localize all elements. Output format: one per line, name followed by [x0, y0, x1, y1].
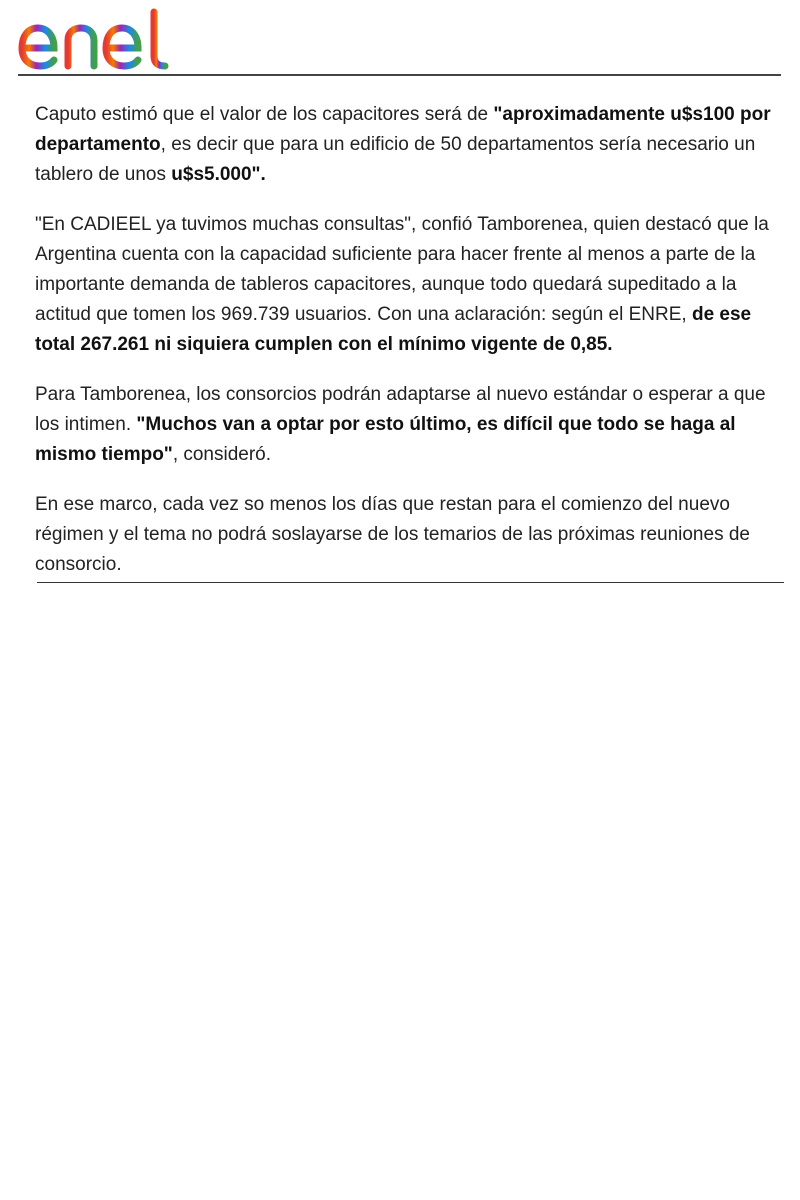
paragraph-text: "En CADIEEL ya tuvimos muchas consultas", confió Tamborenea, quien destacó que la Argentina cuenta con la capacidad suficiente para hacer frente al menos a parte de la importante demanda de tableros capacitores, aunque todo quedará supeditado a la actitud que tomen los 969.739 usuarios. Con una aclaración: según el ENRE, [35, 214, 769, 325]
paragraph-costo-capacitores [35, 100, 780, 190]
paragraph-text: , es decir que para un edificio de 50 departamentos sería necesario un tablero de unos [35, 134, 756, 185]
article-end-divider [37, 582, 784, 583]
article-body [35, 100, 780, 600]
highlight-text: de ese total 267.261 ni siquiera cumplen con el mínimo vigente de 0,85. [35, 304, 752, 355]
highlight-text: u$s5.000". [171, 164, 266, 185]
highlight-text: "Muchos van a optar por esto último, es difícil que todo se haga al mismo tiempo" [35, 414, 736, 465]
paragraph-text: Para Tamborenea, los consorcios podrán adaptarse al nuevo estándar o esperar a que los intimen. [35, 384, 766, 435]
paragraph-nuevo-regimen [35, 490, 780, 580]
paragraph-text: En ese marco, cada vez so menos los días que restan para el comienzo del nuevo régimen y el tema no podrá soslayarse de los temarios de las próximas reuniones de consorcio. [35, 494, 750, 575]
highlight-text: "aproximadamente u$s100 por departamento [35, 104, 771, 155]
paragraph-text: Caputo estimó que el valor de los capacitores será de [35, 104, 494, 125]
enel-logo-graphic [18, 8, 180, 70]
paragraph-text: , consideró. [172, 444, 272, 465]
paragraph-consorcios [35, 380, 780, 470]
paragraph-cadieel-consultas [35, 210, 780, 360]
site-header [18, 8, 781, 76]
